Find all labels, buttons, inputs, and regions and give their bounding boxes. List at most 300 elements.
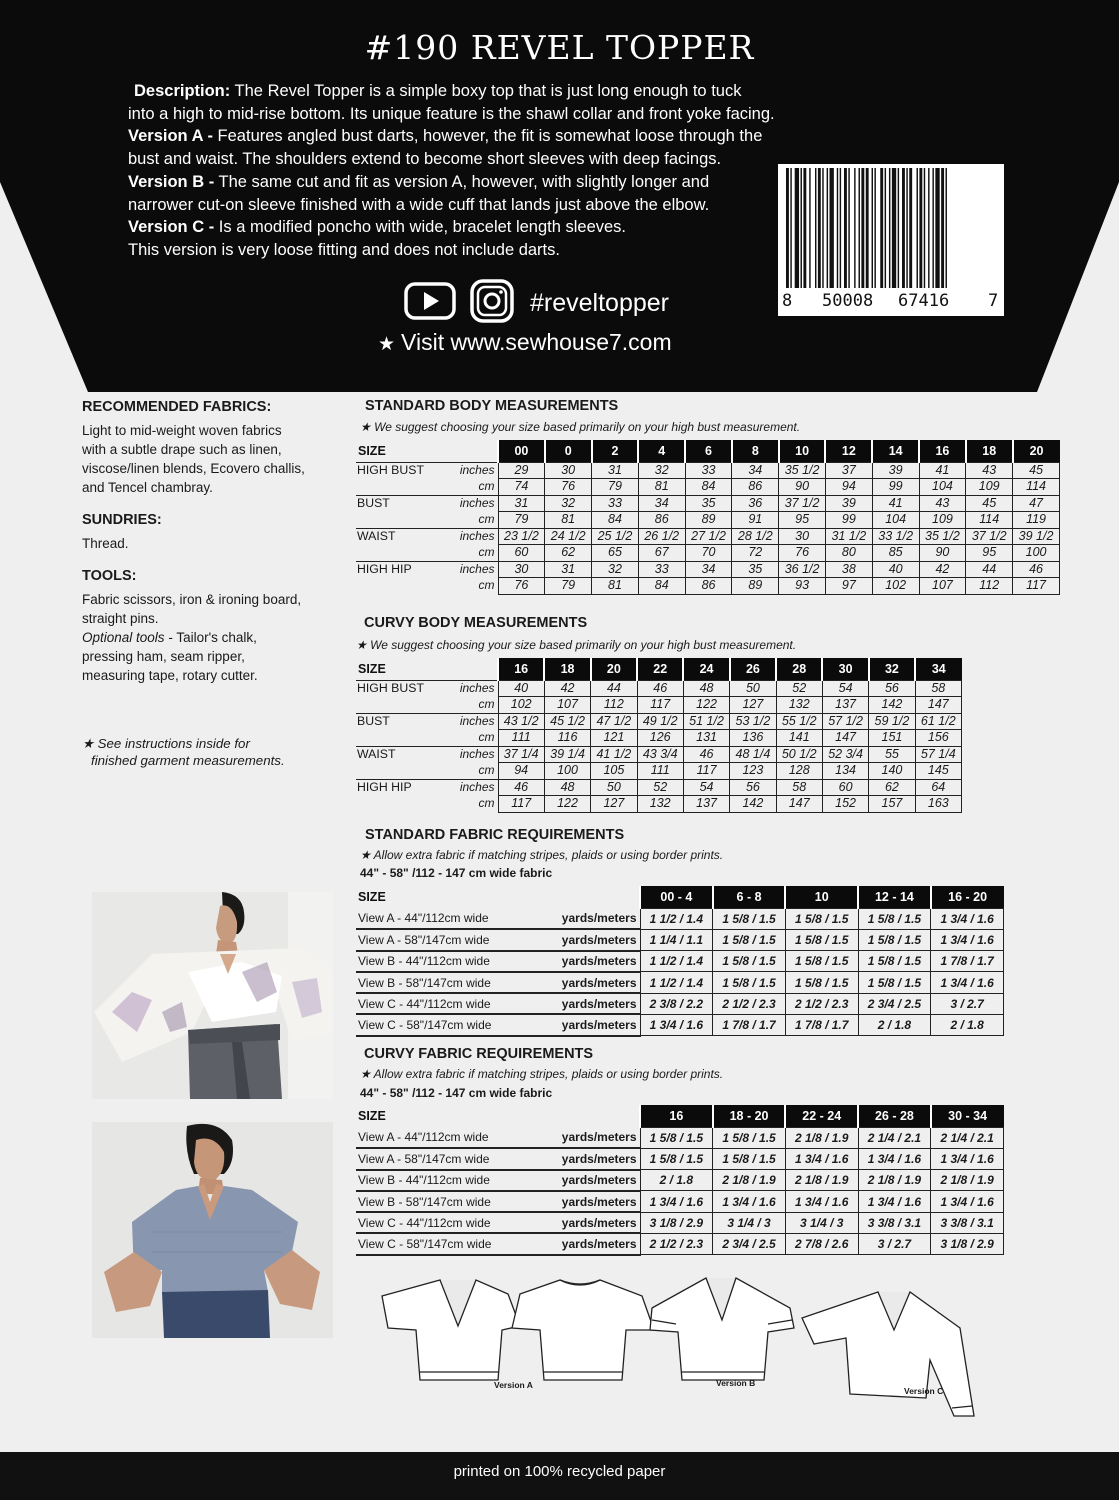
measurement-label: BUST: [356, 713, 430, 746]
measurement-cell: 31: [592, 462, 639, 479]
size-header: 30: [822, 658, 868, 680]
photo-version-c: [92, 892, 333, 1099]
measurement-cell: 97: [825, 578, 872, 595]
measurement-cell: 60: [498, 545, 545, 562]
measurement-cell: 43: [919, 495, 966, 512]
fabric-cell: 1 3/4 / 1.6: [858, 1148, 931, 1169]
barcode-digit-end: 7: [988, 291, 999, 311]
tools-line: straight pins.: [82, 611, 159, 626]
measurement-cell: 81: [545, 512, 592, 529]
unit-cm: cm: [478, 763, 495, 777]
size-header: 28: [776, 658, 822, 680]
unit-yards: yards/meters: [556, 1014, 640, 1035]
size-header: 12: [825, 440, 872, 462]
fabric-cell: 1 3/4 / 1.6: [931, 972, 1004, 993]
measurement-cell: 27 1/2: [685, 528, 732, 545]
measurement-cell: 33: [685, 462, 732, 479]
unit-inches: inches: [430, 680, 498, 697]
size-label: SIZE: [358, 890, 386, 904]
fabric-cell: 2 1/2 / 2.3: [785, 993, 858, 1014]
measurement-label: WAIST: [356, 528, 430, 561]
description-label: Version A -: [128, 127, 213, 146]
description-text: Features angled bust darts, however, the fit is somewhat loose through the: [212, 127, 763, 146]
measurement-row-cm: [356, 796, 962, 813]
measurement-cell: 31: [545, 561, 592, 578]
description-line: [128, 171, 848, 194]
measurement-cell: 58: [776, 779, 822, 796]
note-line-1: See instructions inside for: [97, 736, 250, 751]
fabric-cell: 1 5/8 / 1.5: [858, 951, 931, 972]
fabric-cell: 1 5/8 / 1.5: [713, 972, 786, 993]
measurement-cell: 41: [919, 462, 966, 479]
measurement-cell: 34: [685, 561, 732, 578]
fabric-cell: 1 3/4 / 1.6: [931, 1148, 1004, 1169]
measurement-cell: 86: [732, 479, 779, 496]
youtube-icon[interactable]: [404, 282, 456, 325]
size-header: 34: [915, 658, 961, 680]
optional-tools-text: - Tailor's chalk,: [164, 630, 257, 645]
fabric-cell: 1 1/2 / 1.4: [640, 972, 713, 993]
fabric-cell: 1 5/8 / 1.5: [640, 1148, 713, 1169]
measurement-cell: 30: [779, 528, 826, 545]
instagram-icon[interactable]: [470, 279, 514, 328]
measurement-cell: 45: [966, 495, 1013, 512]
fabric-cell: 1 7/8 / 1.7: [713, 1014, 786, 1035]
fabric-cell: 1 3/4 / 1.6: [713, 1191, 786, 1212]
header-panel: [0, 0, 1119, 392]
fabric-cell: 2 1/8 / 1.9: [713, 1170, 786, 1191]
view-label: View C - 44"/112cm wide: [356, 1212, 556, 1233]
description-line: [128, 125, 848, 148]
standard-body-note-text: We suggest choosing your size based primarily on your high bust measurement.: [374, 420, 801, 434]
fabric-cell: 1 5/8 / 1.5: [858, 908, 931, 929]
standard-body-title: STANDARD BODY MEASUREMENTS: [365, 398, 619, 414]
measurement-cell: 70: [685, 545, 732, 562]
standard-fabric-note-text: Allow extra fabric if matching stripes, plaids or using border prints.: [373, 848, 724, 862]
optional-tools-line: [82, 628, 342, 647]
measurement-cell: 111: [498, 730, 544, 747]
measurement-row-inches: [356, 561, 1060, 578]
fabric-cell: 1 5/8 / 1.5: [785, 972, 858, 993]
size-header: 24: [683, 658, 729, 680]
description-text: narrower cut-on sleeve finished with a wide cuff that lands just above the elbow.: [128, 195, 710, 214]
measurement-label: HIGH BUST: [356, 462, 430, 495]
unit-yards: yards/meters: [556, 972, 640, 993]
flat-sketches: [370, 1268, 990, 1433]
fabric-cell: 1 3/4 / 1.6: [931, 908, 1004, 929]
website-link[interactable]: [378, 329, 672, 356]
measurement-cell: 111: [637, 763, 683, 780]
unit-cm: cm: [478, 730, 495, 744]
measurement-cell: 79: [498, 512, 545, 529]
measurement-cell: 122: [683, 697, 729, 714]
measurement-cell: 84: [592, 512, 639, 529]
measurement-cell: 46: [683, 746, 729, 763]
measurement-cell: 145: [915, 763, 961, 780]
measurement-row-cm: [356, 730, 962, 747]
fabric-cell: 1 5/8 / 1.5: [785, 929, 858, 950]
measurement-cell: 52: [637, 779, 683, 796]
measurement-cell: 39: [825, 495, 872, 512]
size-header: 12 - 14: [858, 886, 931, 908]
description-line: [128, 239, 848, 262]
description-text: This version is very loose fitting and does not include darts.: [128, 240, 560, 259]
measurement-cell: 47 1/2: [591, 713, 637, 730]
size-header: 00: [498, 440, 545, 462]
fabric-row: [356, 908, 1004, 929]
fabric-cell: 3 1/4 / 3: [713, 1212, 786, 1233]
curvy-body-note: ★ We suggest choosing your size based primarily on your high bust measurement.: [356, 638, 797, 652]
view-label: View A - 44"/112cm wide: [356, 908, 556, 929]
measurement-cell: 64: [915, 779, 961, 796]
fabric-cell: 1 5/8 / 1.5: [713, 1127, 786, 1148]
fabric-cell: 3 1/4 / 3: [785, 1212, 858, 1233]
measurement-row-cm: [356, 545, 1060, 562]
measurement-cell: 50: [591, 779, 637, 796]
view-label: View B - 58"/147cm wide: [356, 1191, 556, 1212]
measurement-cell: 89: [685, 512, 732, 529]
fabric-cell: 1 5/8 / 1.5: [713, 929, 786, 950]
fabric-cell: 2 3/4 / 2.5: [713, 1233, 786, 1254]
measurement-cell: 26 1/2: [638, 528, 685, 545]
standard-body-note: ★ We suggest choosing your size based primarily on your high bust measurement.: [360, 420, 801, 434]
measurement-cell: 86: [638, 512, 685, 529]
unit-inches: inches: [430, 779, 498, 796]
fabric-cell: 2 1/8 / 1.9: [785, 1127, 858, 1148]
measurement-label: HIGH BUST: [356, 680, 430, 713]
measurement-row-inches: [356, 680, 962, 697]
barcode: [778, 164, 1004, 316]
measurement-cell: 157: [869, 796, 915, 813]
description-text: into a high to mid-rise bottom. Its unique feature is the shawl collar and front yoke facing.: [128, 104, 775, 123]
unit-yards: yards/meters: [556, 1127, 640, 1148]
size-header: 00 - 4: [640, 886, 713, 908]
note-star-icon: ★: [82, 736, 98, 751]
unit-inches: inches: [430, 462, 498, 479]
measurement-cell: 76: [498, 578, 545, 595]
measurement-cell: 117: [498, 796, 544, 813]
measurement-cell: 37 1/4: [498, 746, 544, 763]
fabric-cell: 2 1/2 / 2.3: [640, 1233, 713, 1254]
measurement-cell: 100: [544, 763, 590, 780]
measurement-cell: 45: [1013, 462, 1060, 479]
unit-cm: cm: [478, 697, 495, 711]
measurement-cell: 49 1/2: [637, 713, 683, 730]
size-header: 14: [872, 440, 919, 462]
size-header: 16: [919, 440, 966, 462]
measurement-cell: 33: [638, 561, 685, 578]
measurement-cell: 109: [966, 479, 1013, 496]
measurement-cell: 117: [637, 697, 683, 714]
measurement-cell: 37 1/2: [779, 495, 826, 512]
measurement-cell: 32: [592, 561, 639, 578]
measurement-row-cm: [356, 512, 1060, 529]
size-header: 18: [544, 658, 590, 680]
footer-text: printed on 100% recycled paper: [453, 1463, 666, 1480]
measurement-cell: 57 1/4: [915, 746, 961, 763]
measurement-cell: 55: [869, 746, 915, 763]
fabric-cell: 2 3/4 / 2.5: [858, 993, 931, 1014]
measurement-cell: 36: [732, 495, 779, 512]
measurement-row-cm: [356, 578, 1060, 595]
fabric-cell: 1 3/4 / 1.6: [931, 1191, 1004, 1212]
barcode-digit-start: 8: [782, 291, 793, 311]
measurement-cell: 33: [592, 495, 639, 512]
measurement-cell: 39: [872, 462, 919, 479]
measurement-cell: 141: [776, 730, 822, 747]
fabrics-line: viscose/linen blends, Ecovero challis,: [82, 461, 305, 476]
size-header: 26 - 28: [858, 1105, 931, 1127]
fabric-cell: 1 5/8 / 1.5: [858, 929, 931, 950]
fabric-row: [356, 951, 1004, 972]
measurement-cell: 74: [498, 479, 545, 496]
measurement-row-inches: [356, 528, 1060, 545]
garment-note: [82, 735, 285, 769]
measurement-cell: 40: [872, 561, 919, 578]
fabric-cell: 1 1/2 / 1.4: [640, 908, 713, 929]
measurement-cell: 127: [591, 796, 637, 813]
measurement-cell: 61 1/2: [915, 713, 961, 730]
unit-inches: inches: [430, 713, 498, 730]
measurement-label: WAIST: [356, 746, 430, 779]
page-title: #190 REVEL TOPPER: [364, 28, 755, 67]
measurement-cell: 30: [545, 462, 592, 479]
sundries-heading: SUNDRIES:: [82, 512, 162, 528]
view-label: View C - 44"/112cm wide: [356, 993, 556, 1014]
measurement-cell: 56: [730, 779, 776, 796]
description-line: [128, 103, 848, 126]
size-header: 6 - 8: [713, 886, 786, 908]
sketch-version-b: [650, 1278, 794, 1380]
unit-yards: yards/meters: [556, 951, 640, 972]
tools-line: Fabric scissors, iron & ironing board,: [82, 592, 302, 607]
measurement-cell: 34: [732, 462, 779, 479]
size-header: 10: [779, 440, 826, 462]
view-label: View C - 58"/147cm wide: [356, 1014, 556, 1035]
fabrics-heading: RECOMMENDED FABRICS:: [82, 399, 272, 415]
fabric-cell: 1 5/8 / 1.5: [858, 972, 931, 993]
measurement-cell: 147: [822, 730, 868, 747]
measurement-row-inches: [356, 462, 1060, 479]
description-text: Is a modified poncho with wide, bracelet length sleeves.: [214, 218, 627, 237]
unit-cm: cm: [478, 578, 495, 593]
measurement-cell: 39 1/4: [544, 746, 590, 763]
measurement-cell: 151: [869, 730, 915, 747]
fabrics-line: and Tencel chambray.: [82, 480, 213, 495]
fabric-cell: 1 5/8 / 1.5: [713, 1148, 786, 1169]
fabric-row: [356, 1212, 1004, 1233]
fabric-cell: 2 / 1.8: [640, 1170, 713, 1191]
sketch-label-a: Version A: [494, 1380, 533, 1390]
fabric-cell: 2 / 1.8: [931, 1014, 1004, 1035]
measurement-cell: 32: [638, 462, 685, 479]
fabrics-line: with a subtle drape such as linen,: [82, 442, 282, 457]
measurement-cell: 163: [915, 796, 961, 813]
measurement-cell: 127: [730, 697, 776, 714]
description-label: Version C -: [128, 218, 215, 237]
measurement-cell: 36 1/2: [779, 561, 826, 578]
curvy-fabric-note-text: Allow extra fabric if matching stripes, plaids or using border prints.: [373, 1067, 724, 1081]
size-header: 16: [640, 1105, 713, 1127]
measurement-cell: 152: [822, 796, 868, 813]
unit-yards: yards/meters: [556, 1212, 640, 1233]
measurement-cell: 93: [779, 578, 826, 595]
measurement-cell: 50 1/2: [776, 746, 822, 763]
measurement-cell: 86: [685, 578, 732, 595]
measurement-cell: 81: [638, 479, 685, 496]
curvy-body-table: [356, 658, 962, 813]
fabric-cell: 1 1/2 / 1.4: [640, 951, 713, 972]
measurement-cell: 112: [591, 697, 637, 714]
tools-text: [82, 590, 342, 628]
fabric-row: [356, 1191, 1004, 1212]
measurement-cell: 67: [638, 545, 685, 562]
measurement-cell: 128: [776, 763, 822, 780]
size-header: 4: [638, 440, 685, 462]
measurement-cell: 43: [966, 462, 1013, 479]
curvy-fabric-table: [356, 1105, 1004, 1256]
measurement-cell: 51 1/2: [683, 713, 729, 730]
fabric-cell: 3 / 2.7: [858, 1233, 931, 1254]
unit-inches: inches: [430, 495, 498, 512]
fabric-cell: 1 3/4 / 1.6: [785, 1148, 858, 1169]
measurement-cell: 25 1/2: [592, 528, 639, 545]
fabric-cell: 1 5/8 / 1.5: [640, 1127, 713, 1148]
measurement-cell: 45 1/2: [544, 713, 590, 730]
measurement-row-cm: [356, 697, 962, 714]
fabric-row: [356, 1233, 1004, 1254]
measurement-cell: 80: [825, 545, 872, 562]
measurement-cell: 42: [544, 680, 590, 697]
measurement-row-inches: [356, 713, 962, 730]
fabric-cell: 3 / 2.7: [931, 993, 1004, 1014]
fabric-row: [356, 1148, 1004, 1169]
standard-fabric-table: [356, 886, 1004, 1037]
measurement-cell: 104: [919, 479, 966, 496]
fabric-cell: 1 1/4 / 1.1: [640, 929, 713, 950]
size-header: 6: [685, 440, 732, 462]
measurement-label: BUST: [356, 495, 430, 528]
measurement-cell: 41: [872, 495, 919, 512]
description-label: Version B -: [128, 172, 215, 191]
footer: [0, 1452, 1119, 1500]
measurement-cell: 37: [825, 462, 872, 479]
size-header: 20: [591, 658, 637, 680]
size-header: 18 - 20: [713, 1105, 786, 1127]
measurement-cell: 94: [498, 763, 544, 780]
measurement-cell: 43 1/2: [498, 713, 544, 730]
measurement-row-cm: [356, 763, 962, 780]
measurement-cell: 123: [730, 763, 776, 780]
hashtag: #reveltopper: [530, 288, 669, 317]
sundries-text: Thread.: [82, 536, 129, 551]
unit-cm: cm: [478, 796, 495, 811]
sketch-version-c: [802, 1292, 974, 1416]
measurement-cell: 142: [730, 796, 776, 813]
measurement-cell: 24 1/2: [545, 528, 592, 545]
measurement-cell: 31 1/2: [825, 528, 872, 545]
size-header: 18: [966, 440, 1013, 462]
measurement-cell: 48 1/4: [730, 746, 776, 763]
measurement-cell: 76: [545, 479, 592, 496]
measurement-cell: 29: [498, 462, 545, 479]
measurement-cell: 140: [869, 763, 915, 780]
measurement-cell: 35 1/2: [779, 462, 826, 479]
measurement-cell: 121: [591, 730, 637, 747]
barcode-digits-left: 50008: [822, 291, 874, 311]
measurement-cell: 40: [498, 680, 544, 697]
description-line: [128, 194, 848, 217]
sketch-label-b: Version B: [716, 1378, 756, 1388]
size-header: 22: [637, 658, 683, 680]
unit-cm: cm: [478, 545, 495, 559]
measurement-cell: 55 1/2: [776, 713, 822, 730]
fabrics-line: Light to mid-weight woven fabrics: [82, 423, 282, 438]
fabric-cell: 3 1/8 / 2.9: [640, 1212, 713, 1233]
size-header: 30 - 34: [931, 1105, 1004, 1127]
materials-column: [82, 398, 342, 768]
fabric-cell: 2 1/8 / 1.9: [858, 1170, 931, 1191]
measurement-cell: 46: [1013, 561, 1060, 578]
description-label: Description:: [134, 82, 231, 100]
measurement-cell: 72: [732, 545, 779, 562]
fabric-row: [356, 972, 1004, 993]
measurement-row-inches: [356, 779, 962, 796]
measurement-cell: 41 1/2: [591, 746, 637, 763]
fabric-cell: 1 3/4 / 1.6: [785, 1191, 858, 1212]
measurement-cell: 90: [779, 479, 826, 496]
measurement-row-cm: [356, 479, 1060, 496]
unit-inches: inches: [430, 561, 498, 578]
fabric-cell: 2 7/8 / 2.6: [785, 1233, 858, 1254]
measurement-cell: 48: [544, 779, 590, 796]
size-header: 8: [732, 440, 779, 462]
measurement-cell: 107: [919, 578, 966, 595]
fabric-cell: 2 3/8 / 2.2: [640, 993, 713, 1014]
measurement-cell: 38: [825, 561, 872, 578]
fabric-cell: 2 1/4 / 2.1: [858, 1127, 931, 1148]
measurement-cell: 147: [915, 697, 961, 714]
measurement-cell: 84: [638, 578, 685, 595]
measurement-cell: 89: [732, 578, 779, 595]
view-label: View B - 44"/112cm wide: [356, 1170, 556, 1191]
standard-fabric-title: STANDARD FABRIC REQUIREMENTS: [365, 827, 625, 843]
measurement-cell: 46: [498, 779, 544, 796]
measurement-cell: 81: [592, 578, 639, 595]
measurement-cell: 136: [730, 730, 776, 747]
view-label: View A - 44"/112cm wide: [356, 1127, 556, 1148]
measurement-cell: 102: [872, 578, 919, 595]
optional-tools-text-2: pressing ham, seam ripper,: [82, 649, 245, 664]
measurement-cell: 52 3/4: [822, 746, 868, 763]
measurement-cell: 44: [591, 680, 637, 697]
description-block: [128, 80, 848, 262]
sketch-version-a-front: [382, 1280, 520, 1380]
fabric-cell: 2 / 1.8: [858, 1014, 931, 1035]
measurement-cell: 122: [544, 796, 590, 813]
measurement-cell: 65: [592, 545, 639, 562]
measurement-cell: 100: [1013, 545, 1060, 562]
view-label: View A - 58"/147cm wide: [356, 1148, 556, 1169]
optional-tools-label: Optional tools: [82, 630, 165, 645]
unit-inches: inches: [430, 528, 498, 545]
size-header: 16: [498, 658, 544, 680]
measurement-cell: 142: [869, 697, 915, 714]
fabric-row: [356, 1014, 1004, 1035]
fabric-row: [356, 929, 1004, 950]
view-label: View C - 58"/147cm wide: [356, 1233, 556, 1254]
measurement-cell: 114: [966, 512, 1013, 529]
